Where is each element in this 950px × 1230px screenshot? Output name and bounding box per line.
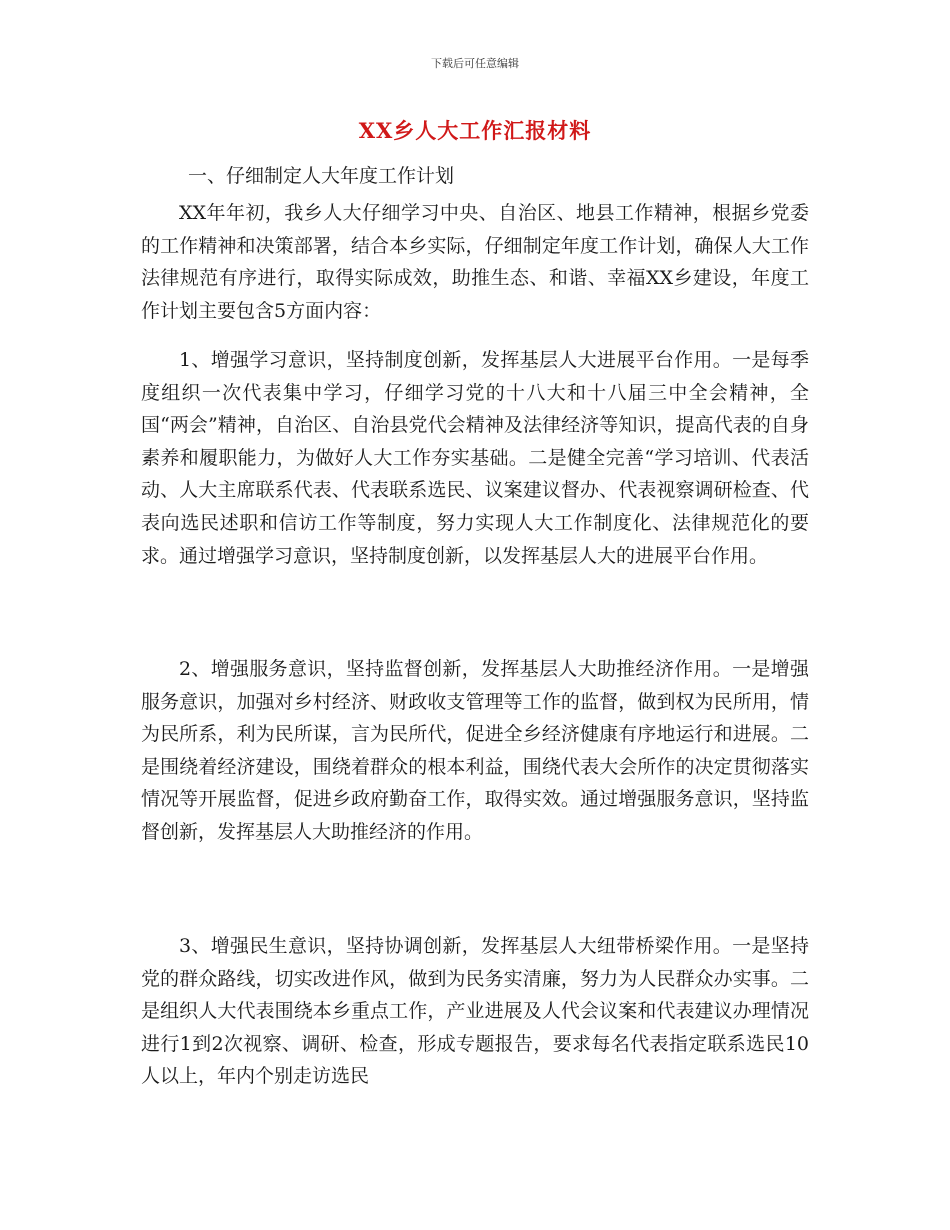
document-title: XX乡人大工作汇报材料 [358,118,592,143]
paragraph-item-2: 2、增强服务意识，坚持监督创新，发挥基层人大助推经济作用。一是增强服务意识，加强对乡村经济、财政收支管理等工作的监督，做到权为民所用，情为民所系，利为民所谋，言为民所代，促进全乡经济健康有序地运行和进展。二是围绕着经济建设，围绕着群众的根本利益，围绕代表大会所作的决定贯彻落实情况等开展监督，促进乡政府勤奋工作，取得实效。通过增强服务意识，坚持监督创新，发挥基层人大助推经济的作用。 [141,658,809,843]
paragraph-item-3: 3、增强民生意识，坚持协调创新，发挥基层人大纽带桥梁作用。一是坚持党的群众路线，切实改进作风，做到为民务实清廉，努力为人民群众办实事。二是组织人大代表围绕本乡重点工作，产业进展及人代会议案和代表建议办理情况进行1到2次视察、调研、检查，形成专题报告，要求每名代表指定联系选民10人以上，年内个别走访选民 [141,935,809,1088]
paragraph-item-1: 1、增强学习意识，坚持制度创新，发挥基层人大进展平台作用。一是每季度组织一次代表集中学习，仔细学习党的十八大和十八届三中全会精神，全国“两会”精神，自治区、自治县党代会精神及法律经济等知识，提高代表的自身素养和履职能力，为做好人大工作夯实基础。二是健全完善“学习培训、代表活动、人大主席联系代表、代表联系选民、议案建议督办、代表视察调研检查、代表向选民述职和信访工作等制度，努力实现人大工作制度化、法律规范化的要求。通过增强学习意识，坚持制度创新，以发挥基层人大的进展平台作用。 [141,349,809,567]
section-heading: 一、仔细制定人大年度工作计划 [188,165,455,187]
header-note: 下载后可任意编辑 [431,57,519,70]
paragraph-intro: XX年年初，我乡人大仔细学习中央、自治区、地县工作精神，根据乡党委的工作精神和决策部署，结合本乡实际，仔细制定年度工作计划，确保人大工作法律规范有序进行，取得实际成效，助推生态、和谐、幸福XX乡建设，年度工作计划主要包含5方面内容： [141,202,809,322]
